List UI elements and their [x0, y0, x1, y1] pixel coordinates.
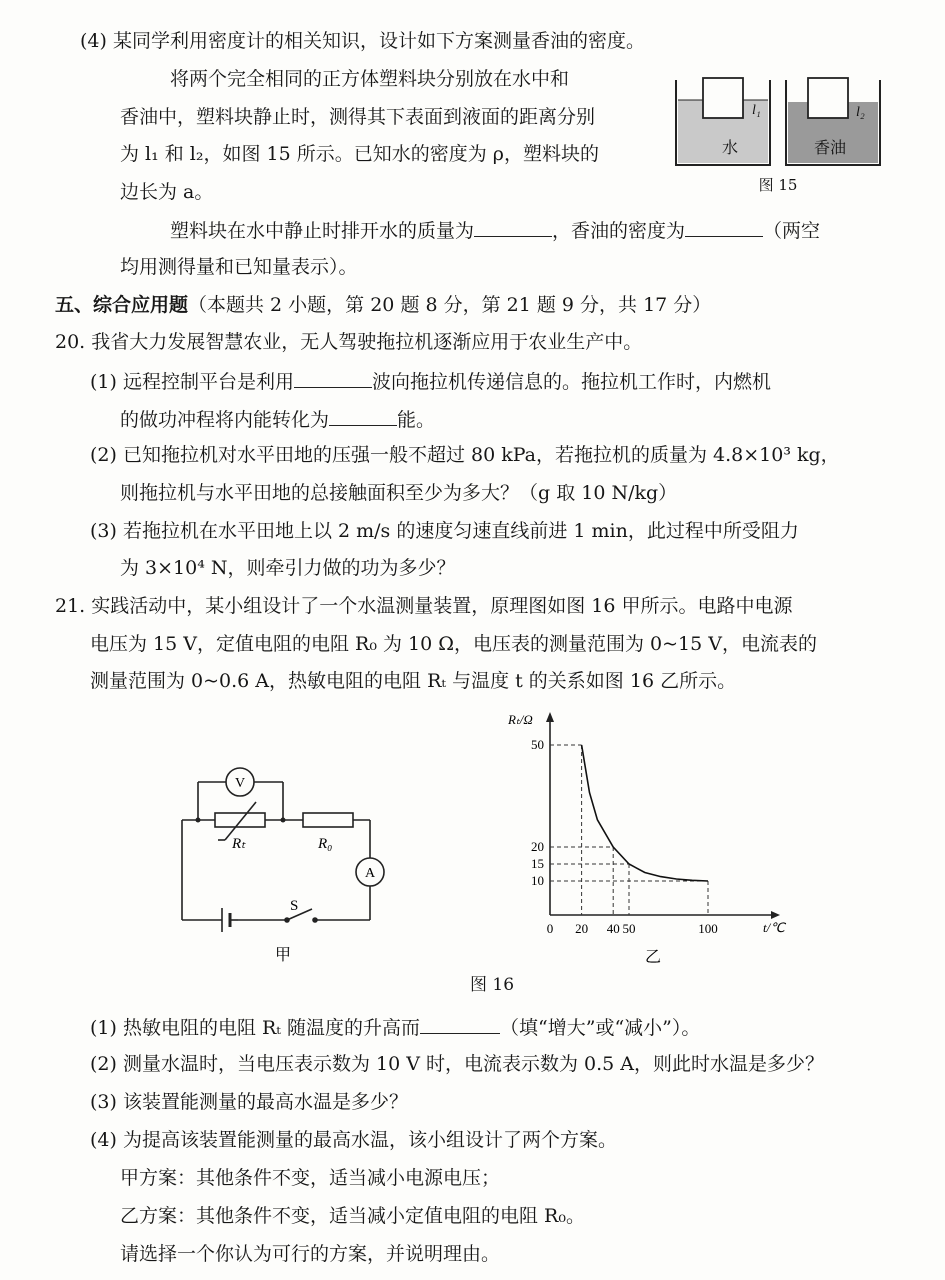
q21-stem2: 电压为 15 V，定值电阻的电阻 R₀ 为 10 Ω，电压表的测量范围为 0~15 V，电流表的: [90, 633, 817, 655]
x-axis-arrow: [771, 911, 780, 919]
left-liquid-label: 水: [721, 138, 739, 157]
q19-4-intro: (4) 某同学利用密度计的相关知识，设计如下方案测量香油的密度。: [80, 30, 645, 52]
x-tick-label-4: 100: [698, 921, 718, 936]
q21-stem1: 21. 实践活动中，某小组设计了一个水温测量装置，原理图如图 16 甲所示。电路中电源: [55, 595, 793, 617]
q20-stem: 20. 我省大力发展智慧农业，无人驾驶拖拉机逐渐应用于农业生产中。: [55, 331, 643, 353]
q20-p3-line1: (3) 若拖拉机在水平田地上以 2 m/s 的速度匀速直线前进 1 min，此过程中所受阻力: [90, 520, 799, 542]
rt-thermistor-slash: [225, 802, 256, 840]
q19-4-question-c: （两空: [763, 220, 821, 242]
y-tick-label-3: 50: [531, 737, 544, 752]
l1-label: l₁: [752, 103, 761, 118]
q20-p2-line2: 则拖拉机与水平田地的总接触面积至少为多大？（g 取 10 N/kg）: [120, 482, 678, 504]
right-cube: [808, 78, 848, 118]
answer-blank-mass[interactable]: [474, 220, 552, 237]
figure-16-caption: 图 16: [470, 975, 515, 995]
q21-plan-b: 乙方案：其他条件不变，适当减小定值电阻的电阻 R₀。: [120, 1205, 585, 1227]
q21-plan-a: 甲方案：其他条件不变，适当减小电源电压；: [120, 1167, 501, 1189]
l2-label: l₂: [856, 105, 865, 120]
graph-caption: 乙: [644, 947, 662, 966]
ammeter-label: A: [364, 866, 376, 881]
q21-p3: (3) 该装置能测量的最高水温是多少？: [90, 1091, 408, 1113]
switch-label: S: [290, 898, 299, 914]
q20-p1a: (1) 远程控制平台是利用: [90, 371, 294, 393]
figure-15-caption: 图 15: [758, 176, 798, 194]
rt-resistor: [215, 813, 265, 827]
answer-blank-energy[interactable]: [329, 409, 397, 426]
rt-label: Rₜ: [232, 836, 246, 852]
q19-4-line3: 为 l₁ 和 l₂，如图 15 所示。已知水的密度为 ρ，塑料块的: [120, 143, 599, 165]
circuit-caption: 甲: [274, 945, 292, 964]
section-5-heading: [55, 296, 711, 315]
q21-p2: (2) 测量水温时，当电压表示数为 10 V 时，电流表示数为 0.5 A，则此时水温是多少？: [90, 1053, 824, 1075]
q19-4-line1: 将两个完全相同的正方体塑料块分别放在水中和: [170, 68, 570, 90]
section-5-note: （本题共 2 小题，第 20 题 8 分，第 21 题 9 分，共 17 分）: [188, 294, 712, 316]
q19-4-line4: 边长为 a。: [120, 181, 214, 203]
q19-4-line2: 香油中，塑料块静止时，测得其下表面到液面的距离分别: [120, 106, 596, 128]
q20-p1c: 的做功冲程将内能转化为: [120, 409, 330, 431]
y-tick-label-0: 10: [531, 873, 544, 888]
q20-p1-line2: [120, 409, 435, 430]
answer-blank-wave[interactable]: [294, 371, 372, 388]
rt-temperature-graph: [500, 700, 800, 970]
x-tick-label-1: 20: [575, 921, 589, 936]
left-cube: [703, 78, 743, 118]
x-tick-label-3: 50: [622, 921, 636, 936]
answer-blank-trend[interactable]: [420, 1017, 500, 1034]
figure-15: [668, 70, 888, 198]
right-liquid-label: 香油: [813, 138, 847, 157]
y-axis-label: Rₜ/Ω: [508, 712, 533, 727]
q21-ask: 请选择一个你认为可行的方案，并说明理由。: [120, 1243, 501, 1265]
q20-p1-line1: [90, 371, 771, 392]
r0-label: R₀: [318, 836, 333, 852]
q21-p1b: （填“增大”或“减小”）。: [500, 1017, 701, 1039]
q20-p3-line2: 为 3×10⁴ N，则牵引力做的功为多少？: [120, 557, 456, 579]
q21-p4: (4) 为提高该装置能测量的最高水温，该小组设计了两个方案。: [90, 1129, 617, 1151]
y-tick-label-1: 15: [531, 856, 544, 871]
x-tick-label-0: 0: [546, 921, 554, 936]
rt-curve: [582, 745, 708, 881]
q19-4-question-a: 塑料块在水中静止时排开水的质量为: [170, 220, 475, 242]
x-tick-label-2: 40: [606, 921, 620, 936]
voltmeter-label: V: [234, 776, 246, 791]
y-tick-label-2: 20: [531, 839, 544, 854]
x-axis-label: t/℃: [763, 920, 785, 935]
answer-blank-density[interactable]: [685, 220, 763, 237]
q20-p1d: 能。: [397, 409, 436, 431]
q19-4-question: [170, 220, 820, 241]
q21-p1: [90, 1017, 700, 1038]
r0-resistor: [303, 813, 353, 827]
q19-4-question-end: 均用测得量和已知量表示）。: [120, 256, 358, 278]
q20-p1b: 波向拖拉机传递信息的。拖拉机工作时，内燃机: [371, 371, 771, 393]
y-axis-arrow: [546, 712, 554, 722]
q20-p2-line1: (2) 已知拖拉机对水平田地的压强一般不超过 80 kPa，若拖拉机的质量为 4.8×10³ kg，: [90, 444, 840, 466]
circuit-diagram: [170, 760, 390, 965]
q19-4-question-b: ，香油的密度为: [552, 220, 686, 242]
section-5-title: 五、综合应用题: [55, 294, 189, 316]
q21-stem3: 测量范围为 0~0.6 A，热敏电阻的电阻 Rₜ 与温度 t 的关系如图 16 乙所示。: [90, 670, 737, 692]
q21-p1a: (1) 热敏电阻的电阻 Rₜ 随温度的升高而: [90, 1017, 421, 1039]
